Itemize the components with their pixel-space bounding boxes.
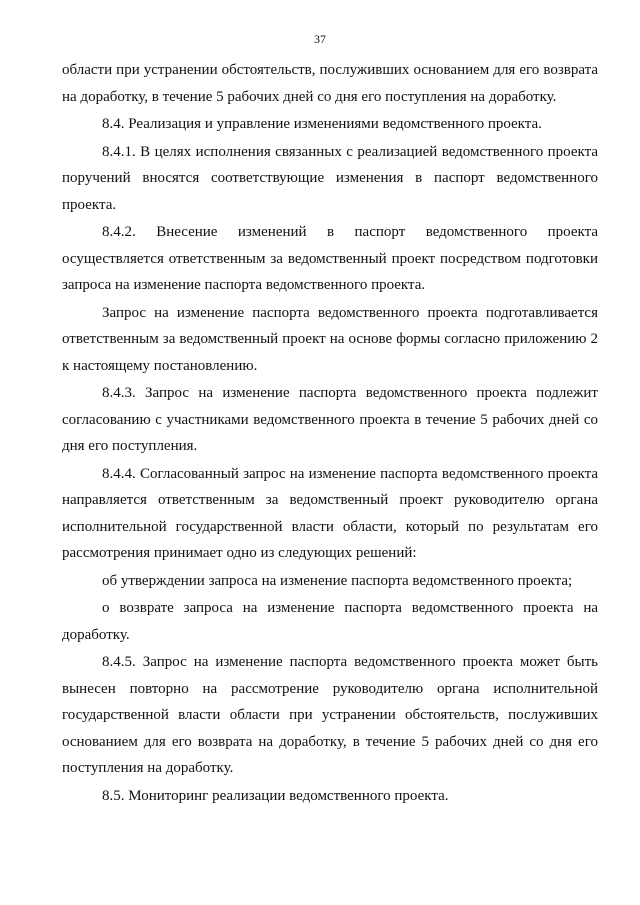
section-heading-8-5: 8.5. Мониторинг реализации ведомственного проекта. — [102, 787, 449, 804]
decision-option-return: о возврате запроса на изменение паспорта ведомственного проекта на доработку. — [62, 600, 598, 643]
paragraph-request-preparation: Запрос на изменение паспорта ведомственного проекта подготавливается ответственным за ведомственный проект на основе формы согласно приложению 2 к настоящему постановлению. — [62, 304, 598, 374]
page-number: 37 — [314, 32, 326, 46]
paragraph-8-4-2: 8.4.2. Внесение изменений в паспорт ведомственного проекта осуществляется ответственным за ведомственный проект посредством подготовки запроса на изменение паспорта ведомственного проекта. — [62, 224, 598, 293]
paragraph-8-4-1: 8.4.1. В целях исполнения связанных с реализацией ведомственного проекта поручений вносятся соответствующие изменения в паспорт ведомственного проекта. — [62, 143, 598, 213]
section-heading-8-4: 8.4. Реализация и управление изменениями ведомственного проекта. — [102, 116, 542, 132]
paragraph-8-4-3: 8.4.3. Запрос на изменение паспорта ведомственного проекта подлежит согласованию с участниками ведомственного проекта в течение 5 рабочих дней со дня его поступления. — [62, 385, 598, 454]
paragraph-continuation: области при устранении обстоятельств, послуживших основанием для его возврата на доработку, в течение 5 рабочих дней со дня его поступления на доработку. — [62, 62, 598, 105]
paragraph-8-4-5: 8.4.5. Запрос на изменение паспорта ведомственного проекта может быть вынесен повторно на рассмотрение руководителю органа исполнительной государственной власти области при устранении обстоятельств, послуживших основанием для его возврата на доработку, в течение 5 рабочих дней со дня его поступления на доработку. — [62, 654, 598, 776]
document-body — [62, 57, 598, 810]
paragraph-8-4-4: 8.4.4. Согласованный запрос на изменение паспорта ведомственного проекта направляется ответственным за ведомственный проект руководителю органа исполнительной государственной власти области, который по результатам его рассмотрения принимает одно из следующих решений: — [62, 465, 598, 561]
decision-option-approve: об утверждении запроса на изменение паспорта ведомственного проекта; — [102, 572, 573, 589]
